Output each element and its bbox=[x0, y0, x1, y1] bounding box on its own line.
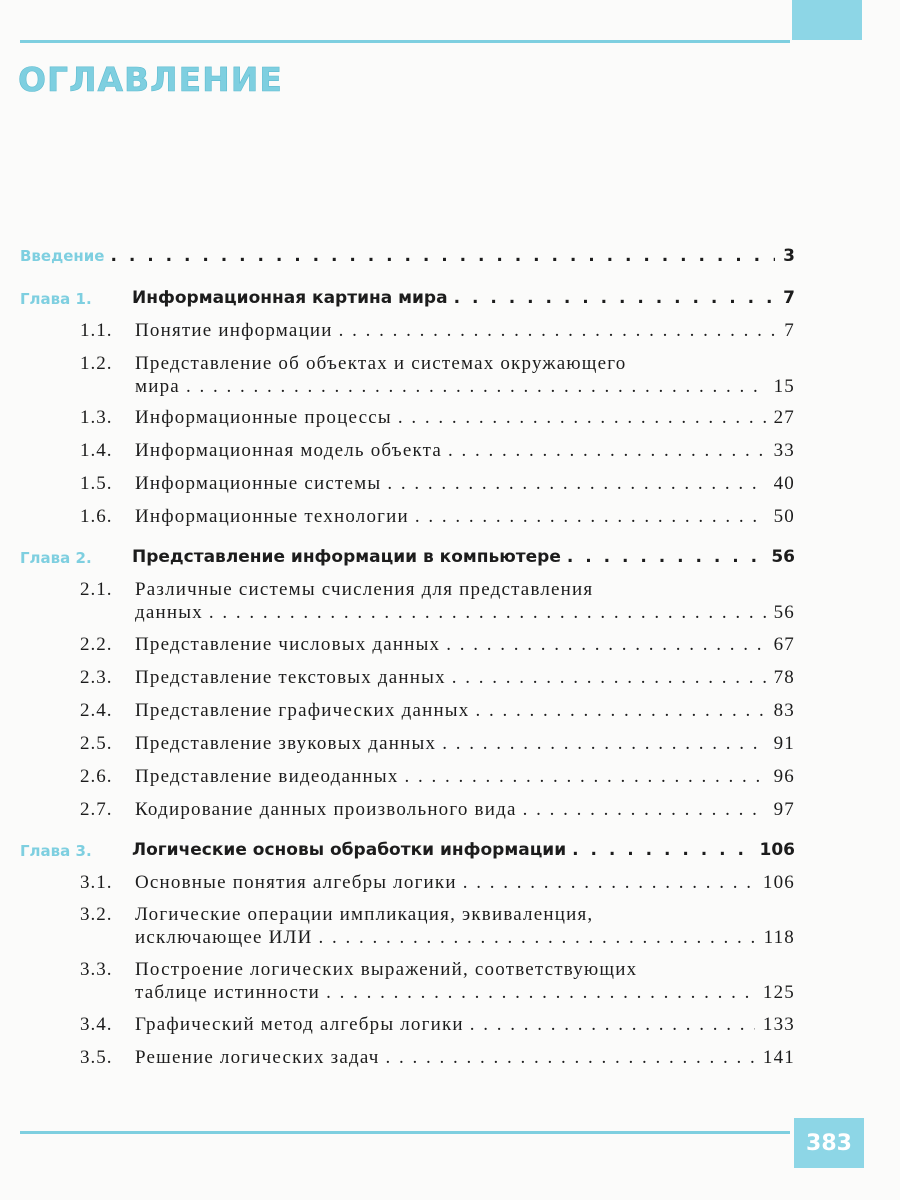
leader-dots bbox=[442, 733, 765, 755]
leader-dots bbox=[454, 288, 776, 308]
leader-dots bbox=[448, 440, 766, 462]
leader-dots bbox=[475, 700, 765, 722]
page-number: 106 bbox=[759, 840, 795, 860]
section-title: Представление числовых данных bbox=[135, 634, 441, 655]
toc-section[interactable] bbox=[0, 700, 900, 726]
section-title: Информационные процессы bbox=[135, 407, 392, 428]
leader-dots bbox=[110, 246, 775, 266]
page-number: 56 bbox=[771, 547, 795, 567]
section-number: 1.1. bbox=[80, 320, 113, 341]
top-rule bbox=[20, 40, 790, 43]
section-number: 2.4. bbox=[80, 700, 113, 721]
toc-section[interactable] bbox=[0, 579, 900, 629]
leader-dots bbox=[523, 799, 766, 821]
toc-intro[interactable] bbox=[0, 246, 900, 270]
section-title: Информационные технологии bbox=[135, 506, 409, 527]
section-number: 2.2. bbox=[80, 634, 113, 655]
leader-dots bbox=[463, 872, 755, 894]
toc-section[interactable] bbox=[0, 799, 900, 825]
section-number: 3.2. bbox=[80, 904, 113, 925]
chapter-label: Глава 3. bbox=[20, 842, 92, 860]
leader-dots bbox=[319, 927, 756, 949]
toc-chapter[interactable] bbox=[0, 288, 900, 312]
toc-section[interactable] bbox=[0, 320, 900, 346]
page-number: 56 bbox=[773, 602, 795, 623]
leader-dots bbox=[326, 982, 755, 1004]
toc-section[interactable] bbox=[0, 667, 900, 693]
section-title: Информационная модель объекта bbox=[135, 440, 443, 461]
section-number: 3.4. bbox=[80, 1014, 113, 1035]
section-title-line2: таблице истинности bbox=[135, 982, 321, 1003]
section-number: 1.2. bbox=[80, 353, 113, 374]
section-title-line2: данных bbox=[135, 602, 203, 623]
section-number: 1.5. bbox=[80, 473, 113, 494]
leader-dots bbox=[186, 376, 766, 398]
section-number: 2.7. bbox=[80, 799, 113, 820]
section-title: Графический метод алгебры логики bbox=[135, 1014, 464, 1035]
section-number: 2.3. bbox=[80, 667, 113, 688]
leader-dots bbox=[398, 407, 766, 429]
leader-dots bbox=[452, 667, 766, 689]
leader-dots bbox=[405, 766, 766, 788]
page-number-tab: 383 bbox=[794, 1118, 864, 1168]
section-title: Понятие информации bbox=[135, 320, 333, 341]
toc-section[interactable] bbox=[0, 1014, 900, 1040]
leader-dots bbox=[446, 634, 765, 656]
page-number: 133 bbox=[762, 1014, 795, 1035]
chapter-label: Глава 1. bbox=[20, 290, 92, 308]
page-number: 141 bbox=[762, 1047, 795, 1068]
toc-chapter[interactable] bbox=[0, 840, 900, 864]
leader-dots bbox=[339, 320, 777, 342]
section-title-line2: исключающее ИЛИ bbox=[135, 927, 313, 948]
section-number: 1.4. bbox=[80, 440, 113, 461]
chapter-title: Представление информации в компьютере bbox=[132, 547, 561, 567]
section-title: Представление звуковых данных bbox=[135, 733, 437, 754]
section-number: 2.1. bbox=[80, 579, 113, 600]
section-title-line1: Представление об объектах и системах окружающего bbox=[135, 353, 627, 374]
page-number: 106 bbox=[762, 872, 795, 893]
leader-dots bbox=[572, 840, 751, 860]
toc-section[interactable] bbox=[0, 634, 900, 660]
chapter-label: Глава 2. bbox=[20, 549, 92, 567]
page-number: 7 bbox=[784, 320, 795, 341]
section-title-line1: Логические операции импликация, эквиваленция, bbox=[135, 904, 594, 925]
page-number: 67 bbox=[773, 634, 795, 655]
section-number: 3.5. bbox=[80, 1047, 113, 1068]
section-number: 3.1. bbox=[80, 872, 113, 893]
page-number: 50 bbox=[773, 506, 795, 527]
section-number: 3.3. bbox=[80, 959, 113, 980]
toc-section[interactable] bbox=[0, 407, 900, 433]
page-number: 125 bbox=[762, 982, 795, 1003]
section-number: 1.3. bbox=[80, 407, 113, 428]
leader-dots bbox=[387, 473, 765, 495]
page-number: 15 bbox=[773, 376, 795, 397]
page-number: 97 bbox=[773, 799, 795, 820]
section-title: Представление графических данных bbox=[135, 700, 470, 721]
toc-section[interactable] bbox=[0, 904, 900, 954]
section-title-line2: мира bbox=[135, 376, 180, 397]
section-title: Информационные системы bbox=[135, 473, 382, 494]
page-number: 83 bbox=[773, 700, 795, 721]
toc-section[interactable] bbox=[0, 353, 900, 403]
leader-dots bbox=[209, 602, 766, 624]
page-number: 40 bbox=[773, 473, 795, 494]
leader-dots bbox=[415, 506, 766, 528]
section-title: Основные понятия алгебры логики bbox=[135, 872, 457, 893]
section-title: Решение логических задач bbox=[135, 1047, 380, 1068]
leader-dots bbox=[567, 547, 763, 567]
intro-label: Введение bbox=[20, 247, 105, 265]
section-title-line1: Различные системы счисления для представления bbox=[135, 579, 594, 600]
page-number: 96 bbox=[773, 766, 795, 787]
section-title-line1: Построение логических выражений, соответствующих bbox=[135, 959, 638, 980]
corner-tab bbox=[792, 0, 862, 40]
leader-dots bbox=[470, 1014, 755, 1036]
page-number: 7 bbox=[783, 288, 795, 308]
section-number: 1.6. bbox=[80, 506, 113, 527]
toc-section[interactable] bbox=[0, 733, 900, 759]
toc-section[interactable] bbox=[0, 440, 900, 466]
toc-chapter[interactable] bbox=[0, 547, 900, 571]
toc-section[interactable] bbox=[0, 872, 900, 898]
toc-section[interactable] bbox=[0, 959, 900, 1009]
section-title: Представление текстовых данных bbox=[135, 667, 446, 688]
page-number: 91 bbox=[773, 733, 795, 754]
section-title: Представление видеоданных bbox=[135, 766, 399, 787]
page-number: 78 bbox=[773, 667, 795, 688]
bottom-rule bbox=[20, 1131, 790, 1134]
leader-dots bbox=[385, 1047, 754, 1069]
page-number: 3 bbox=[783, 246, 795, 266]
chapter-title: Информационная картина мира bbox=[132, 288, 448, 308]
chapter-title: Логические основы обработки информации bbox=[132, 840, 567, 860]
section-number: 2.6. bbox=[80, 766, 113, 787]
page-number: 27 bbox=[773, 407, 795, 428]
toc-section[interactable] bbox=[0, 506, 900, 532]
toc-section[interactable] bbox=[0, 473, 900, 499]
page-number: 33 bbox=[773, 440, 795, 461]
section-title: Кодирование данных произвольного вида bbox=[135, 799, 517, 820]
page-title: ОГЛАВЛЕНИЕ bbox=[18, 60, 283, 99]
toc-section[interactable] bbox=[0, 1047, 900, 1073]
section-number: 2.5. bbox=[80, 733, 113, 754]
toc-section[interactable] bbox=[0, 766, 900, 792]
page-number: 118 bbox=[763, 927, 795, 948]
